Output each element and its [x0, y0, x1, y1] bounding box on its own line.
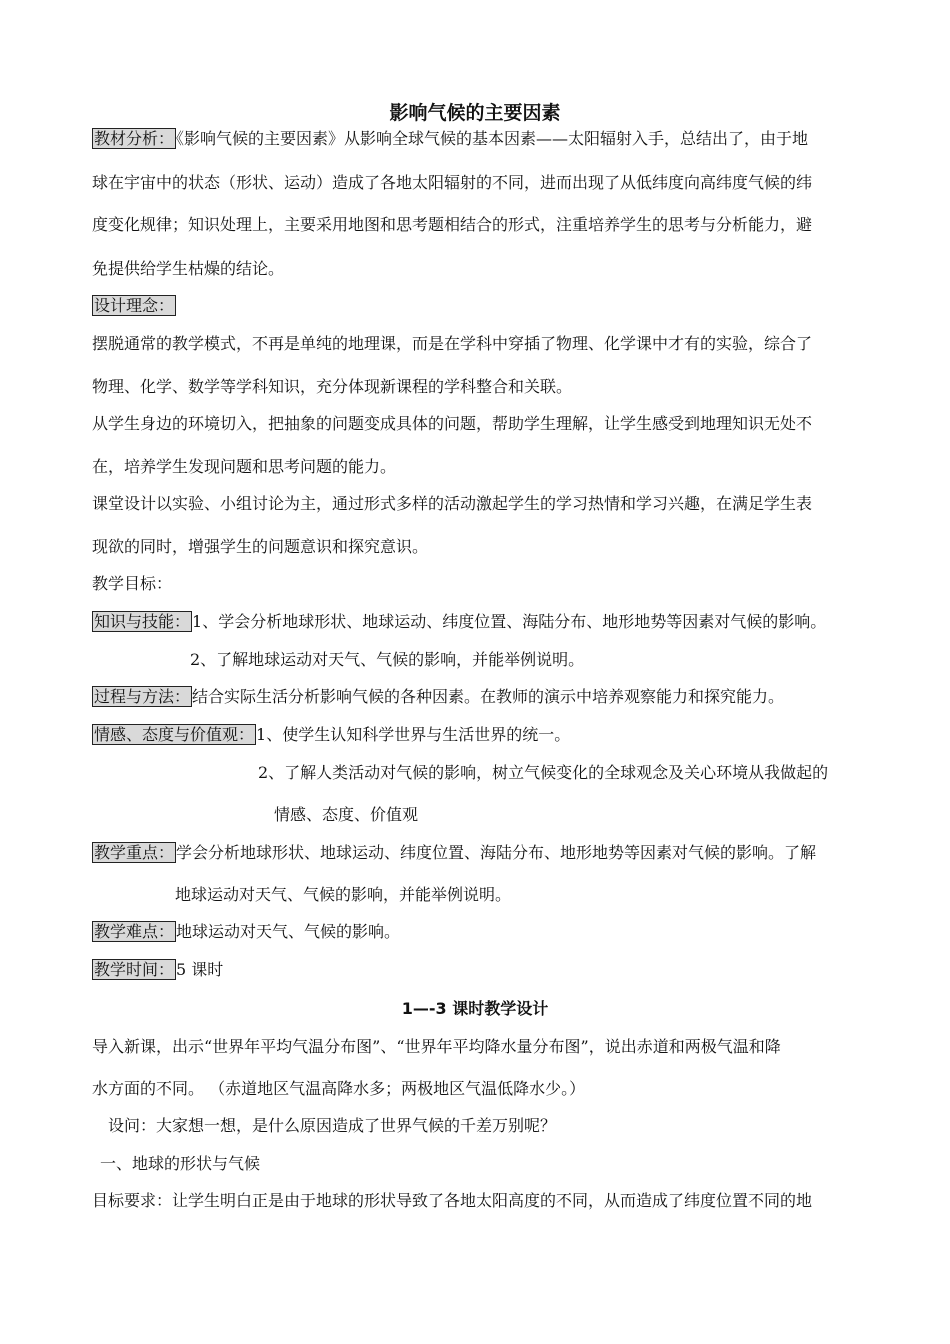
question-line: 设问：大家想一想，是什么原因造成了世界气候的千差万别呢？: [108, 1116, 557, 1135]
concept-p1-line-2: 物理、化学、数学等学科知识，充分体现新课程的学科整合和关联。: [92, 377, 573, 396]
emotion-item-2-line-1: 2、了解人类活动对气候的影响，树立气候变化的全球观念及关心环境从我做起的: [258, 763, 829, 782]
document-title: 影响气候的主要因素: [389, 102, 561, 124]
knowledge-item-2: 2、了解地球运动对天气、气候的影响，并能举例说明。: [190, 650, 585, 669]
emotion-item-2-line-2: 情感、态度、价值观: [274, 805, 419, 824]
process-text: 结合实际生活分析影响气候的各种因素。在教师的演示中培养观察能力和探究能力。: [192, 687, 785, 706]
focus-text-1: 学会分析地球形状、地球运动、纬度位置、海陆分布、地形地势等因素对气候的影响。了解: [176, 843, 817, 862]
difficulty-label: 教学难点：: [94, 922, 175, 941]
intro-line-1: 导入新课，出示“世界年平均气温分布图”、“世界年平均降水量分布图”，说出赤道和两极气温和降: [92, 1037, 781, 1056]
analysis-line-3: 度变化规律；知识处理上，主要采用地图和思考题相结合的形式，注重培养学生的思考与分析能力，避: [92, 215, 813, 234]
time-text: 5 课时: [176, 960, 224, 979]
lesson-title: 1—-3 课时教学设计: [401, 999, 549, 1018]
emotion-label: 情感、态度与价值观：: [94, 725, 255, 744]
knowledge-label: 知识与技能：: [94, 612, 191, 631]
concept-p3-line-2: 现欲的同时，增强学生的问题意识和探究意识。: [92, 537, 429, 556]
process-line: [92, 686, 784, 708]
concept-p2-line-1: 从学生身边的环境切入，把抽象的问题变成具体的问题，帮助学生理解，让学生感受到地理知识无处不: [92, 414, 813, 433]
concept-label: 设计理念：: [94, 296, 175, 315]
goals-heading: 教学目标：: [92, 574, 173, 593]
analysis-label: 教材分析：: [94, 129, 175, 148]
focus-line-2: 地球运动对天气、气候的影响，并能举例说明。: [175, 885, 512, 904]
analysis-line-2: 球在宇宙中的状态（形状、运动）造成了各地太阳辐射的不同，进而出现了从低纬度向高纬度气候的纬: [92, 173, 813, 192]
analysis-line-1: [92, 128, 808, 150]
difficulty-text: 地球运动对天气、气候的影响。: [176, 922, 401, 941]
analysis-text-1: 《影响气候的主要因素》从影响全球气候的基本因素——太阳辐射入手，总结出了，由于地: [176, 129, 809, 148]
intro-line-2: 水方面的不同。 （赤道地区气温高降水多；两极地区气温低降水少。）: [92, 1079, 586, 1098]
section-1-heading: 一、地球的形状与气候: [100, 1154, 261, 1173]
emotion-line-1: [92, 724, 570, 746]
knowledge-line-1: [92, 611, 826, 633]
concept-p3-line-1: 课堂设计以实验、小组讨论为主，通过形式多样的活动激起学生的学习热情和学习兴趣，在满足学生表: [92, 494, 813, 513]
concept-heading: [92, 295, 176, 317]
analysis-line-4: 免提供给学生枯燥的结论。: [92, 259, 285, 278]
time-line: [92, 959, 223, 981]
process-label: 过程与方法：: [94, 687, 191, 706]
difficulty-line: [92, 921, 400, 943]
concept-p1-line-1: 摆脱通常的教学模式，不再是单纯的地理课，而是在学科中穿插了物理、化学课中才有的实验，综合了: [92, 334, 813, 353]
focus-line-1: [92, 842, 816, 864]
time-label: 教学时间：: [94, 960, 175, 979]
target-line-1: 目标要求：让学生明白正是由于地球的形状导致了各地太阳高度的不同，从而造成了纬度位置不同的地: [92, 1191, 813, 1210]
concept-p2-line-2: 在，培养学生发现问题和思考问题的能力。: [92, 457, 397, 476]
focus-label: 教学重点：: [94, 843, 175, 862]
emotion-item-1: 1、使学生认知科学世界与生活世界的统一。: [256, 725, 571, 744]
knowledge-item-1: 1、学会分析地球形状、地球运动、纬度位置、海陆分布、地形地势等因素对气候的影响。: [192, 612, 827, 631]
